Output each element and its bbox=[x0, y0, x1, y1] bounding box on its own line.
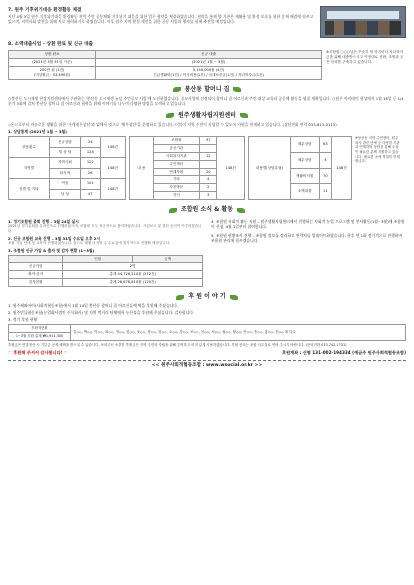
stats-cell: 20 bbox=[200, 168, 217, 176]
stats-cell: 공공기관 bbox=[153, 145, 200, 153]
stats-cell: 12 bbox=[200, 152, 217, 160]
stats-total: 148건 bbox=[217, 137, 245, 200]
stats-tables bbox=[8, 136, 406, 200]
newsletter-page bbox=[8, 6, 406, 579]
member-table-cell: 총계 44,726,510원 (272건) bbox=[63, 271, 203, 279]
member-table-cell: 출자·증자 bbox=[9, 271, 63, 279]
stats-cell: 2 bbox=[200, 184, 217, 192]
member-item-2 bbox=[8, 236, 203, 246]
section-8 bbox=[8, 50, 406, 79]
stats-cell: 생활비지원 bbox=[290, 168, 319, 184]
photo-people bbox=[325, 21, 401, 35]
stats-cell: 4 bbox=[319, 152, 331, 168]
member-item-1-body: 2021년 정기총회를 온라인으로 진행하였으며, 조합원 모두 성공적으로 참여하였습니다. 사업보고 및 결산 승인이 이루어졌습니다. bbox=[8, 224, 202, 233]
section-10-subtitle: 1. 상담통계 (2021년 1월 ~ 3월) bbox=[8, 129, 67, 135]
loan-table bbox=[8, 50, 322, 79]
section-12-title: 후 원 이 야 기 bbox=[188, 293, 226, 300]
section-9-title: 봉산동 할머니 집 bbox=[184, 85, 230, 93]
member-item-3-title: 3. 조합원 신규 가입 & 출자 및 감자 현황 (1~3월) bbox=[8, 247, 95, 253]
stats-total: 148건 bbox=[332, 137, 352, 200]
donation-item-2: 2. 원주빈들협동조합(농업회사법인 주식회사) 및 지역 먹거리 단체에서 농산물을 후원해 주셨습니다. 감사합니다. bbox=[8, 310, 195, 316]
stats-cell: 지인 bbox=[153, 192, 200, 200]
member-table-cell: 총계 28,678,810원 (120건) bbox=[63, 279, 203, 287]
stats-cell: 재무상담 bbox=[290, 137, 319, 153]
loan-repaid-amount bbox=[9, 66, 96, 79]
section-11-heading bbox=[8, 206, 406, 214]
account-text: 후원계좌 : 신협 131-002-194334 (예금주 원주사회적협동조합) bbox=[281, 350, 406, 356]
stats-cell: 47 bbox=[81, 189, 101, 199]
leaf-icon bbox=[237, 208, 245, 213]
loan-header-new: 신규 대출 bbox=[96, 51, 322, 59]
leaf-icon bbox=[166, 113, 174, 118]
member-table-cell: 2명 bbox=[63, 263, 203, 271]
member-item-2-title: 2. 신규 조합원 교육 진행 – 3월 31일 수요일 오후 2시 bbox=[8, 235, 101, 241]
stats-cell: 24 bbox=[81, 137, 101, 147]
stats-cell: 조합원 bbox=[153, 137, 200, 145]
section-7-title: 7. 원주 기후위기대응 환경활동 체결 bbox=[8, 8, 82, 13]
stats-cell: 기타 bbox=[153, 176, 200, 184]
stats-cell: 11 bbox=[319, 184, 331, 200]
leaf-icon bbox=[240, 113, 248, 118]
donor-total bbox=[9, 333, 71, 341]
leaf-icon bbox=[173, 87, 181, 92]
leaf-icon bbox=[233, 87, 241, 92]
section-10-title: 원주생활자립지원센터 bbox=[178, 111, 236, 119]
member-item-4: 4. 조합원 사회적 활동 지원 – 원주생활자립센터에서 진행하는 사회적 농업 프로그램 및 봉사활동(1월~3월)에 조합원이 신청, 4월 1일부터 참여합니다. bbox=[211, 219, 405, 230]
section-9-heading bbox=[8, 86, 406, 94]
stats-cell: 자진방문 bbox=[153, 184, 200, 192]
stats-cell: 남 성 bbox=[49, 189, 80, 199]
stats-cell: 지역사회 bbox=[49, 158, 80, 168]
stats-cell: 여성 bbox=[49, 179, 80, 189]
website-link[interactable]: << 원주사회적협동조합 : www.wsocial.or.kr >> bbox=[8, 360, 406, 369]
agreement-photo bbox=[320, 6, 406, 38]
section-9-body: ○봉산동 도시재생 현장지원센터에서 주관하는 '봉산동 도시재생 뉴딜 주민공모 사업'에 도전하였습니다. 공모사업에 선정되어 할머니 집 어르신과 주민 대상 교육과 공동체 활동을 펼칠 계획입니다. ○원주 아카데미 형성에서 1월 16일 등 1/4분기 3회에 걸쳐 봉산동 할머니 집 어르신과 협력을 위해 이야기를 나누며 다양한 방법을 모색하고 있습니다. bbox=[8, 95, 404, 106]
stats-total: 148건 bbox=[100, 158, 125, 179]
section-8-title: 8. 소액대출사업 – 상환 완료 및 신규 대출 bbox=[8, 42, 93, 47]
member-table bbox=[8, 255, 203, 287]
stats-cell: 124 bbox=[81, 147, 101, 157]
stats-cell bbox=[200, 160, 217, 168]
donor-total-value: ₩1,911,300 bbox=[42, 334, 64, 339]
stats-group-1: 상담횟수 bbox=[9, 137, 50, 158]
stats-total: 148건 bbox=[100, 179, 125, 200]
section-11 bbox=[8, 217, 406, 287]
section-12-heading bbox=[8, 293, 406, 301]
stats-table-left bbox=[8, 136, 126, 200]
section-10-heading bbox=[8, 112, 406, 120]
stats-cell: 타지역 bbox=[49, 168, 80, 178]
loan-repaid-date: (2021년 3월 31일 기준) bbox=[9, 59, 96, 67]
section-7-body: 지난 4월 5일 원주 기후위기대응 환경활동 지역 주민 공동체와 기후위기 대응을 위한 업무 협약을 체결하였습니다. 협약을 통해 양 기관은 재활용 및 환경 보호를 위한 문제 해결에 힘쓰고 있으며, 지역사회 발전을 위해 서로 협력하기로 하였습니다. 이후 원주 지역 환경 개선을 위한 공동 사업과 행사를 함께 추진할 예정입니다. bbox=[8, 14, 314, 25]
donor-total-label: 1~3월 후원 총계 bbox=[15, 334, 42, 339]
stats-total: 148건 bbox=[100, 137, 125, 158]
stats-cell: 주민센터 bbox=[153, 160, 200, 168]
stats-cell: 재 상 담 bbox=[49, 147, 80, 157]
donation-item-1: 1. 원주해와아이(사회적협동조합)에서 1월 14일 봉산동 할머니 집 어르신들께 떡을 후원해 주셨습니다. bbox=[8, 303, 179, 309]
stats-right-header: 내용별(상담유형) bbox=[249, 137, 291, 200]
member-table-cell: 감자현황 bbox=[9, 279, 63, 287]
loan-new-amount bbox=[96, 66, 322, 79]
stats-cell: 101 bbox=[81, 179, 101, 189]
donation-footnote: 후원금은 연말정산 시 기부금 공제 혜택을 받으실 수 있습니다. 보내주신 소중한 후원금은 지역 주민의 자립을 위해 투명하고 의미 있게 사용하겠습니다. 후원 문의는 조합 사무실로 연락 주시기 바랍니다. (문의전화 033-742-1751) bbox=[8, 342, 347, 347]
donor-table-header: 후원자현황 bbox=[9, 325, 71, 333]
donation-item-3: 3. 정기 후원 현황 bbox=[8, 317, 38, 323]
section-7 bbox=[8, 6, 406, 38]
member-item-3 bbox=[8, 248, 203, 253]
loan-header-repaid: 상환 완료 bbox=[9, 51, 96, 59]
stats-note: ※봉산동 지역 주민센터, 원주 복지 관련 단체 등 다양한 기관과 연계하며 상담을 통해 도움이 필요한 분께 지원하고 있습니다. 필요한 곳에 적절히 연계합니다. bbox=[355, 136, 400, 164]
stats-mid-header: 내 용 bbox=[130, 137, 154, 200]
donor-table bbox=[8, 324, 406, 340]
stats-cell bbox=[200, 145, 217, 153]
stats-cell: 소액대출 bbox=[290, 184, 319, 200]
member-item-1 bbox=[8, 219, 203, 234]
section-11-right bbox=[211, 217, 406, 287]
loan-note: ※조합원 ○○○님은 꾸준히 새 학기마다 자녀학자금을 위해 대출받으시고 약정대로 상환, 조합과 굳은 신뢰를 구축하고 있습니다. bbox=[326, 50, 404, 64]
member-table-header bbox=[9, 255, 63, 263]
loan-repaid-total: 200만 원 (1건) bbox=[39, 67, 65, 72]
member-item-1-title: 1. 정기조합원 총회 진행 – 3월 24일 실시 bbox=[8, 219, 79, 225]
leaf-icon bbox=[230, 295, 238, 300]
stats-table-right bbox=[248, 136, 352, 200]
stats-cell: 3 bbox=[200, 192, 217, 200]
loan-unpaid: (미상환금 : 53,490원) bbox=[33, 72, 71, 77]
member-item-5: 5. 조합원 현황조사 진행 – 조합원 정보를 정리하고 연락처를 업데이트하였습니다. 향후 연 1회 정기적으로 진행하며 조합원 관리에 힘쓰겠습니다. bbox=[211, 233, 403, 244]
member-table-header: 인원 bbox=[63, 255, 133, 263]
stats-cell: 채무상담 bbox=[290, 152, 319, 168]
stats-cell: 연계자원 bbox=[153, 168, 200, 176]
loan-new-total: 5,150,000원 (4건) bbox=[192, 67, 225, 72]
stats-group-3: 성별 및 기타 bbox=[9, 179, 50, 200]
section-10-intro: ◇돈으로부터 자유로운 생활을 위한 '가계재무상담'과 빚에서 벗으로 '채무상담'을 운영하고 있습니다. 더불어 지역 주민이 자립할 수 있도록 자원을 연계하고 있습니다. (상담전화 연락 033-813-0115) bbox=[8, 122, 337, 127]
member-table-header: 금액 bbox=[133, 255, 203, 263]
stats-group-2: 지역별 bbox=[9, 158, 50, 179]
donor-names: 김◇◇, 박◇◇, 이◇◇, 최◇◇, 정◇◇, 한◇◇, 윤◇◇, 장◇◇, 임◇◇, 오◇◇, 강◇◇, 조◇◇, 신◇◇, 서◇◇, 권◇◇, 황◇◇, 안◇◇, 송◇◇, 홍◇◇, 문◇◇ 외 다수 bbox=[71, 325, 406, 340]
member-item-2-body: 조합 가입 안내 및 교육이 진행되었습니다. 앞으로 매월 마지막 주 수요일에 정기적으로 진행할 예정입니다. bbox=[8, 240, 171, 245]
stats-cell: 사회복지기관 bbox=[153, 152, 200, 160]
stats-cell: 신규상담 bbox=[49, 137, 80, 147]
photo-banner bbox=[327, 11, 399, 19]
thanks-text: ♡ 후원해 주셔서 감사합니다! ♡ bbox=[8, 350, 68, 356]
leaf-icon bbox=[169, 208, 177, 213]
loan-new-period: (2021년 1월 ~ 3월) bbox=[96, 59, 322, 67]
section-11-left bbox=[8, 217, 203, 287]
loan-new-breakdown: 긴급생활비(1건) / 이사비용(1건) / 임대보증금(1건) / 자녀학자금(1건) bbox=[153, 72, 264, 77]
section-11-title: 조합원 소식 & 활동 bbox=[180, 206, 234, 213]
donation-footer bbox=[8, 350, 406, 356]
stats-cell: 4 bbox=[200, 176, 217, 184]
stats-cell: 122 bbox=[81, 158, 101, 168]
leaf-icon bbox=[176, 295, 184, 300]
member-table-cell: 신규가입 bbox=[9, 263, 63, 271]
stats-cell: 97 bbox=[200, 137, 217, 145]
stats-table-mid bbox=[129, 136, 245, 200]
stats-cell: 70 bbox=[319, 168, 331, 184]
stats-cell: 63 bbox=[319, 137, 331, 153]
stats-cell: 26 bbox=[81, 168, 101, 178]
